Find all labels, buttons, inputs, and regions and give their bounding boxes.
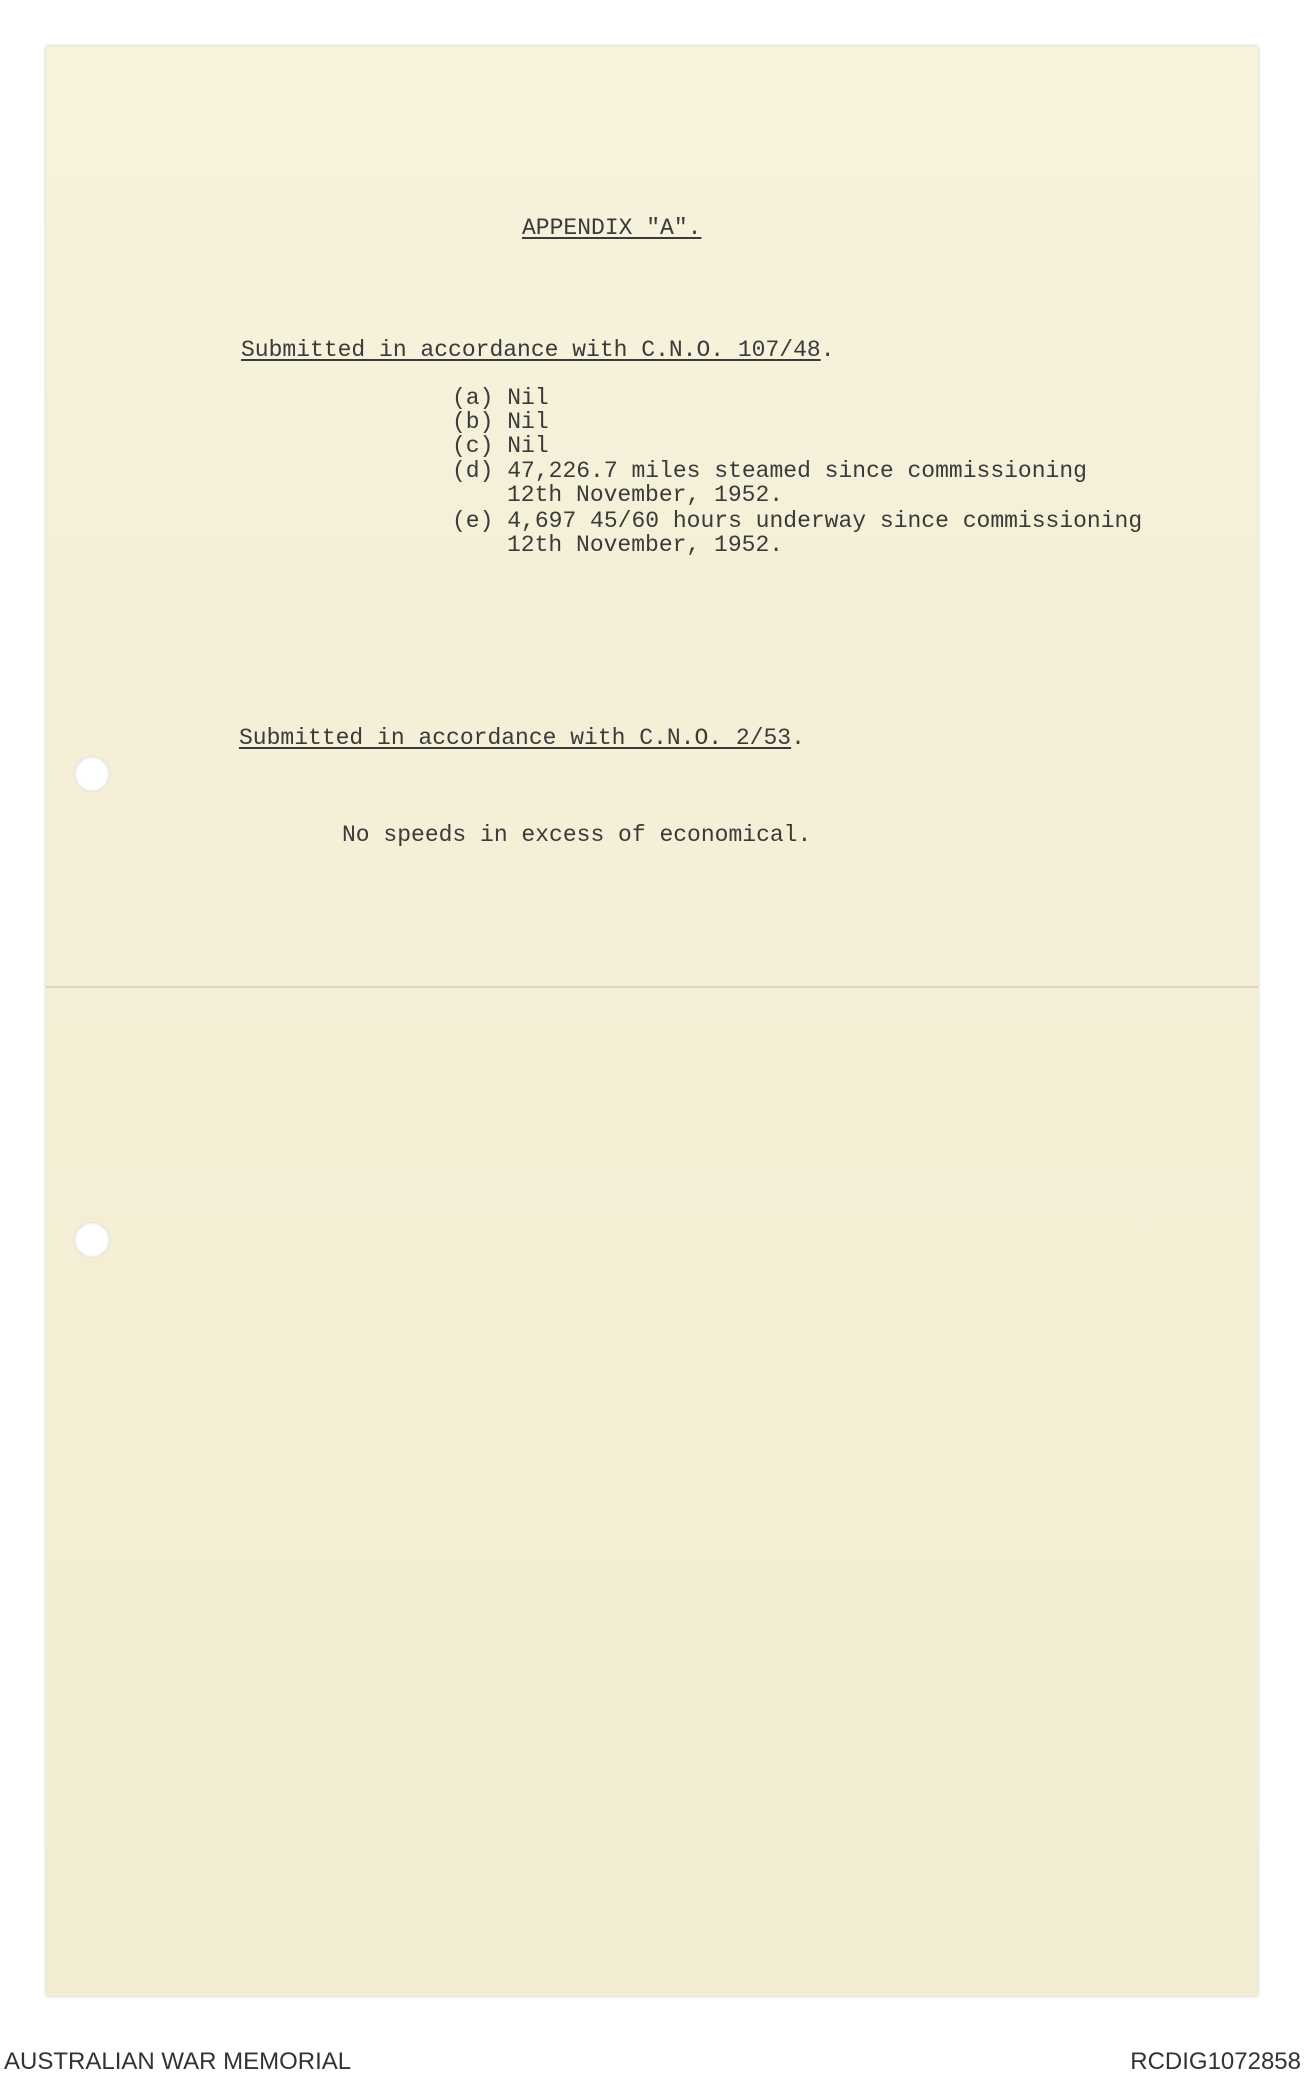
item-d-continuation: 12th November, 1952. — [507, 482, 784, 508]
section1-heading — [241, 338, 835, 362]
item-a-text: Nil — [507, 385, 549, 411]
item-e-continuation: 12th November, 1952. — [507, 532, 784, 558]
section1-heading-period: . — [820, 337, 835, 363]
section2-heading — [239, 726, 805, 750]
item-c-text: Nil — [507, 433, 549, 459]
section1-heading-text: Submitted in accordance with C.N.O. 107/48 — [241, 337, 821, 363]
item-e — [452, 509, 1142, 533]
footer-left-credit: AUSTRALIAN WAR MEMORIAL — [4, 2048, 352, 2075]
item-b — [452, 410, 549, 434]
item-d — [452, 459, 1087, 483]
item-e-marker: (e) — [452, 508, 494, 534]
item-c — [452, 434, 549, 458]
fold-line — [46, 986, 1258, 988]
appendix-title: APPENDIX "A". — [522, 215, 702, 241]
section2-heading-period: . — [791, 725, 805, 751]
item-b-marker: (b) — [452, 409, 494, 435]
footer-right-id: RCDIG1072858 — [1130, 2048, 1301, 2075]
section2-body: No speeds in excess of economical. — [342, 822, 812, 848]
item-e-text: 4,697 45/60 hours underway since commissioning — [507, 508, 1143, 534]
punch-hole-top — [74, 756, 110, 792]
item-a-marker: (a) — [452, 385, 494, 411]
item-a — [452, 386, 549, 410]
item-c-marker: (c) — [452, 433, 494, 459]
section2-heading-text: Submitted in accordance with C.N.O. 2/53 — [239, 725, 792, 751]
item-d-text: 47,226.7 miles steamed since commissioning — [507, 458, 1087, 484]
item-d-marker: (d) — [452, 458, 494, 484]
punch-hole-bottom — [74, 1222, 110, 1258]
item-b-text: Nil — [507, 409, 549, 435]
